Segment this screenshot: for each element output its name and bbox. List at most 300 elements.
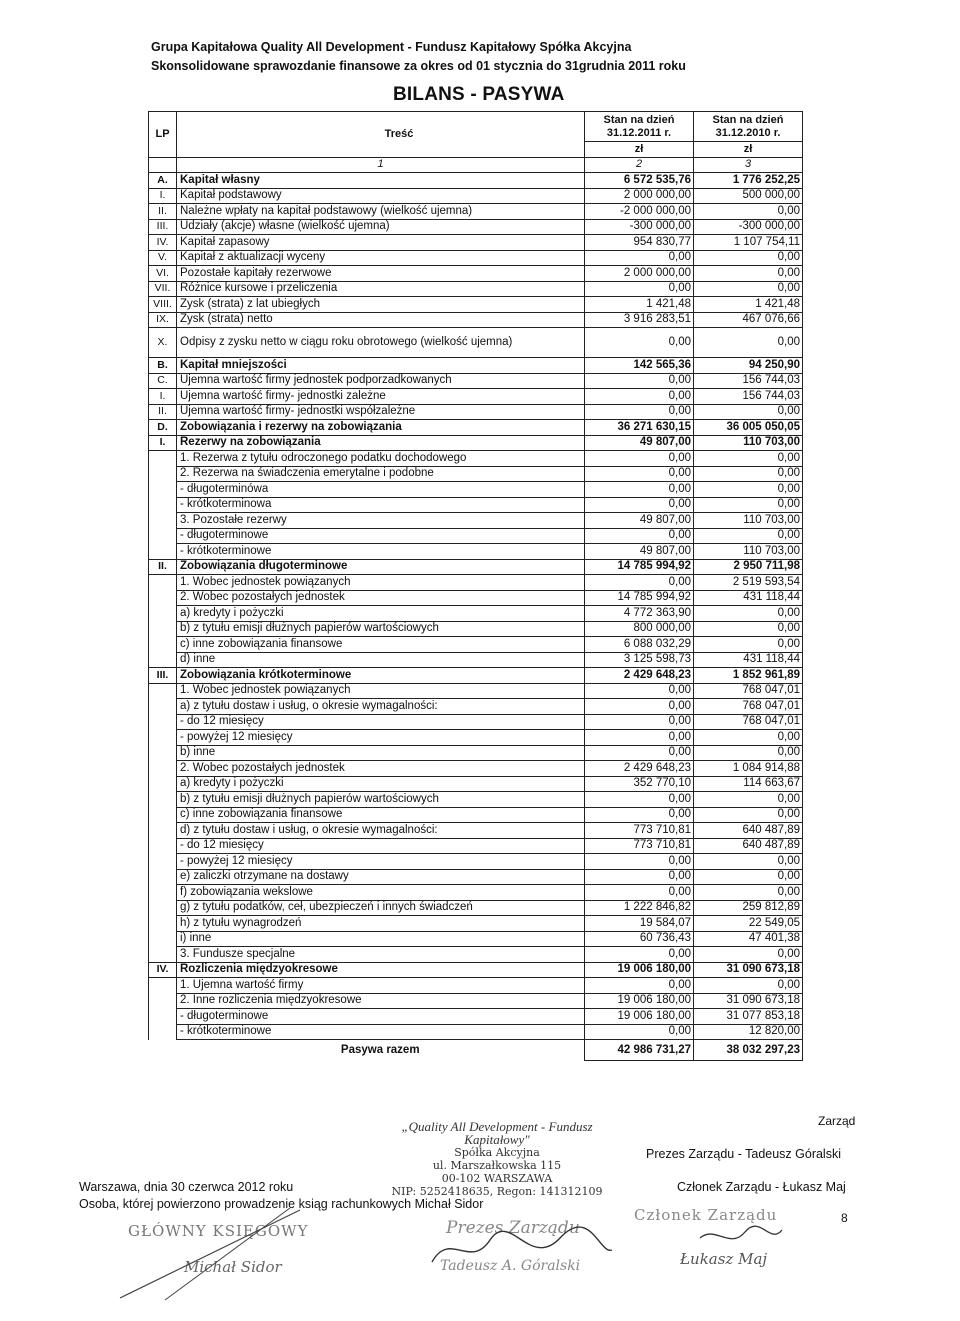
row-value-2010: 110 703,00 xyxy=(694,513,803,529)
row-value-2011: 6 572 535,76 xyxy=(585,173,694,189)
row-value-2011: 0,00 xyxy=(585,792,694,808)
page-number: 8 xyxy=(841,1211,848,1225)
row-value-2010: 0,00 xyxy=(694,328,803,358)
row-value-2011: 0,00 xyxy=(585,978,694,994)
row-label: Kapitał z aktualizacji wyceny xyxy=(177,250,585,266)
row-label: - powyżej 12 miesięcy xyxy=(177,730,585,746)
row-label: Różnice kursowe i przeliczenia xyxy=(177,281,585,297)
table-row xyxy=(149,916,803,932)
row-lp: X. xyxy=(149,328,177,358)
table-row xyxy=(149,730,803,746)
row-value-2011: 14 785 994,92 xyxy=(585,559,694,575)
row-value-2010: 0,00 xyxy=(694,250,803,266)
row-value-2011: 0,00 xyxy=(585,497,694,513)
table-row xyxy=(149,544,803,560)
table-row xyxy=(149,528,803,544)
row-label: b) z tytułu emisji dłużnych papierów wartościowych xyxy=(177,792,585,808)
row-value-2011: 800 000,00 xyxy=(585,621,694,637)
table-row xyxy=(149,404,803,420)
table-row xyxy=(149,451,803,467)
row-value-2011: -300 000,00 xyxy=(585,219,694,235)
row-value-2011: 14 785 994,92 xyxy=(585,590,694,606)
row-value-2010: 1 084 914,88 xyxy=(694,761,803,777)
president-name: Prezes Zarządu - Tadeusz Góralski xyxy=(646,1147,841,1161)
row-value-2011: 0,00 xyxy=(585,250,694,266)
table-row xyxy=(149,761,803,777)
row-label: Rezerwy na zobowiązania xyxy=(177,435,585,451)
row-lp xyxy=(149,730,177,746)
row-value-2010: 94 250,90 xyxy=(694,358,803,374)
unit-2011: zł xyxy=(585,142,694,158)
row-label: - do 12 miesięcy xyxy=(177,838,585,854)
table-row xyxy=(149,885,803,901)
row-value-2010: 0,00 xyxy=(694,404,803,420)
row-value-2011: 1 222 846,82 xyxy=(585,900,694,916)
table-row xyxy=(149,745,803,761)
stamp-form: Spółka Akcyjna xyxy=(454,1146,540,1159)
row-lp: IV. xyxy=(149,962,177,978)
row-lp xyxy=(149,714,177,730)
table-row xyxy=(149,993,803,1009)
row-lp xyxy=(149,683,177,699)
row-lp: B. xyxy=(149,358,177,374)
table-row xyxy=(149,435,803,451)
row-lp: III. xyxy=(149,668,177,684)
row-label: - długoterminowe xyxy=(177,528,585,544)
row-label: Udziały (akcje) własne (wielkość ujemna) xyxy=(177,219,585,235)
row-label: Pozostałe kapitały rezerwowe xyxy=(177,266,585,282)
table-row xyxy=(149,497,803,513)
table-row xyxy=(149,204,803,220)
row-value-2010: 768 047,01 xyxy=(694,699,803,715)
table-row xyxy=(149,235,803,251)
row-value-2010: 2 519 593,54 xyxy=(694,575,803,591)
table-row xyxy=(149,962,803,978)
row-value-2011: 0,00 xyxy=(585,885,694,901)
row-lp xyxy=(149,497,177,513)
row-lp xyxy=(149,544,177,560)
row-lp: I. xyxy=(149,389,177,405)
row-label: b) z tytułu emisji dłużnych papierów wartościowych xyxy=(177,621,585,637)
table-row xyxy=(149,652,803,668)
row-value-2010: 31 090 673,18 xyxy=(694,993,803,1009)
row-value-2011: 954 830,77 xyxy=(585,235,694,251)
table-row xyxy=(149,389,803,405)
row-value-2010: 1 107 754,11 xyxy=(694,235,803,251)
table-row xyxy=(149,792,803,808)
row-label: c) inne zobowiązania finansowe xyxy=(177,807,585,823)
row-value-2011: 0,00 xyxy=(585,869,694,885)
table-row xyxy=(149,606,803,622)
idx-lp xyxy=(149,157,177,173)
table-row xyxy=(149,621,803,637)
idx-1: 1 xyxy=(177,157,585,173)
row-value-2011: 1 421,48 xyxy=(585,297,694,313)
row-label: - powyżej 12 miesięcy xyxy=(177,854,585,870)
page-title: BILANS - PASYWA xyxy=(393,84,565,105)
row-lp: IX. xyxy=(149,312,177,328)
row-value-2011: 2 000 000,00 xyxy=(585,188,694,204)
row-value-2011: 0,00 xyxy=(585,683,694,699)
row-value-2011: 0,00 xyxy=(585,281,694,297)
accountant-line: Osoba, której powierzono prowadzenie ksiąg rachunkowych Michał Sidor xyxy=(79,1197,484,1211)
row-lp xyxy=(149,823,177,839)
row-value-2011: 0,00 xyxy=(585,745,694,761)
row-lp xyxy=(149,466,177,482)
row-label: f) zobowiązania wekslowe xyxy=(177,885,585,901)
unit-2010: zł xyxy=(694,142,803,158)
table-row xyxy=(149,281,803,297)
member-stamp: Członek Zarządu xyxy=(634,1206,778,1224)
table-row xyxy=(149,312,803,328)
row-label: Kapitał podstawowy xyxy=(177,188,585,204)
row-lp xyxy=(149,1024,177,1040)
table-row xyxy=(149,668,803,684)
total-2010: 38 032 297,23 xyxy=(694,1040,803,1061)
row-label: i) inne xyxy=(177,931,585,947)
table-row xyxy=(149,219,803,235)
row-value-2010: 0,00 xyxy=(694,854,803,870)
table-row xyxy=(149,420,803,436)
row-lp xyxy=(149,606,177,622)
row-value-2011: 142 565,36 xyxy=(585,358,694,374)
table-row xyxy=(149,297,803,313)
row-label: 2. Inne rozliczenia międzyokresowe xyxy=(177,993,585,1009)
row-value-2011: 3 125 598,73 xyxy=(585,652,694,668)
row-value-2011: 49 807,00 xyxy=(585,513,694,529)
row-value-2011: 0,00 xyxy=(585,699,694,715)
table-row xyxy=(149,266,803,282)
row-value-2011: 352 770,10 xyxy=(585,776,694,792)
row-label: c) inne zobowiązania finansowe xyxy=(177,637,585,653)
balance-table xyxy=(148,111,803,1061)
row-value-2010: 110 703,00 xyxy=(694,544,803,560)
row-value-2011: 36 271 630,15 xyxy=(585,420,694,436)
stamp-city: 00-102 WARSZAWA xyxy=(441,1172,553,1185)
row-value-2011: 0,00 xyxy=(585,482,694,498)
row-value-2010: 640 487,89 xyxy=(694,823,803,839)
place-date: Warszawa, dnia 30 czerwca 2012 roku xyxy=(79,1180,294,1194)
row-lp xyxy=(149,869,177,885)
row-label: Odpisy z zysku netto w ciągu roku obrotowego (wielkość ujemna) xyxy=(177,328,585,358)
row-lp xyxy=(149,931,177,947)
row-value-2011: 19 006 180,00 xyxy=(585,1009,694,1025)
row-value-2011: 0,00 xyxy=(585,389,694,405)
idx-2: 2 xyxy=(585,157,694,173)
row-label: Ujemna wartość firmy jednostek podporzadkowanych xyxy=(177,373,585,389)
table-row xyxy=(149,173,803,189)
row-value-2010: 47 401,38 xyxy=(694,931,803,947)
row-value-2010: 1 421,48 xyxy=(694,297,803,313)
row-label: - krótkoterminowe xyxy=(177,544,585,560)
row-value-2010: 0,00 xyxy=(694,204,803,220)
row-lp xyxy=(149,993,177,1009)
row-value-2011: 0,00 xyxy=(585,575,694,591)
row-value-2010: 0,00 xyxy=(694,978,803,994)
row-label: Zobowiązania długoterminowe xyxy=(177,559,585,575)
row-value-2010: 0,00 xyxy=(694,621,803,637)
table-row xyxy=(149,699,803,715)
row-lp xyxy=(149,621,177,637)
row-value-2010: 12 820,00 xyxy=(694,1024,803,1040)
row-value-2011: 19 584,07 xyxy=(585,916,694,932)
goralski-signature: Tadeusz A. Góralski xyxy=(440,1258,581,1274)
row-lp: C. xyxy=(149,373,177,389)
row-label: Ujemna wartość firmy- jednostki zależne xyxy=(177,389,585,405)
row-lp: III. xyxy=(149,219,177,235)
row-value-2011: 0,00 xyxy=(585,947,694,963)
row-lp xyxy=(149,947,177,963)
row-lp xyxy=(149,745,177,761)
row-label: - do 12 miesięcy xyxy=(177,714,585,730)
row-value-2010: 0,00 xyxy=(694,497,803,513)
row-value-2010: 0,00 xyxy=(694,885,803,901)
stamp-company-name: „Quality All Development - Fundusz Kapitałowy" xyxy=(401,1119,593,1147)
row-label: 1. Ujemna wartość firmy xyxy=(177,978,585,994)
row-value-2010: 156 744,03 xyxy=(694,389,803,405)
row-value-2011: 19 006 180,00 xyxy=(585,993,694,1009)
col-tresc-header: Treść xyxy=(177,112,585,158)
row-lp: A. xyxy=(149,173,177,189)
row-value-2011: 773 710,81 xyxy=(585,838,694,854)
row-value-2010: 2 950 711,98 xyxy=(694,559,803,575)
row-value-2010: 768 047,01 xyxy=(694,683,803,699)
col-2011-header: Stan na dzień 31.12.2011 r. xyxy=(585,112,694,142)
table-row xyxy=(149,188,803,204)
stamp-ids: NIP: 5252418635, Regon: 141312109 xyxy=(391,1185,603,1198)
row-lp: II. xyxy=(149,404,177,420)
table-row xyxy=(149,373,803,389)
row-value-2011: 0,00 xyxy=(585,404,694,420)
chief-accountant-stamp: GŁÓWNY KSIĘGOWY xyxy=(128,1222,309,1240)
row-value-2011: 0,00 xyxy=(585,451,694,467)
sidor-signature: Michał Sidor xyxy=(184,1258,282,1276)
table-row xyxy=(149,807,803,823)
row-value-2011: 0,00 xyxy=(585,1024,694,1040)
row-lp xyxy=(149,451,177,467)
row-lp: V. xyxy=(149,250,177,266)
row-label: Zysk (strata) netto xyxy=(177,312,585,328)
row-value-2010: 0,00 xyxy=(694,451,803,467)
row-label: b) inne xyxy=(177,745,585,761)
row-label: - krótkoterminowe xyxy=(177,1024,585,1040)
row-lp: I. xyxy=(149,435,177,451)
table-row xyxy=(149,838,803,854)
row-label: - długoterminówa xyxy=(177,482,585,498)
row-lp: VIII. xyxy=(149,297,177,313)
row-value-2010: 768 047,01 xyxy=(694,714,803,730)
row-value-2010: 431 118,44 xyxy=(694,652,803,668)
row-label: 2. Rezerwa na świadczenia emerytalne i podobne xyxy=(177,466,585,482)
col-2010-header: Stan na dzień 31.12.2010 r. xyxy=(694,112,803,142)
row-value-2010: 0,00 xyxy=(694,730,803,746)
row-lp xyxy=(149,916,177,932)
stamp-street: ul. Marszałkowska 115 xyxy=(432,1159,562,1172)
idx-3: 3 xyxy=(694,157,803,173)
table-row xyxy=(149,931,803,947)
row-label: Kapitał zapasowy xyxy=(177,235,585,251)
row-lp xyxy=(149,792,177,808)
row-value-2011: 0,00 xyxy=(585,730,694,746)
row-value-2010: 0,00 xyxy=(694,281,803,297)
row-label: Kapitał mniejszości xyxy=(177,358,585,374)
row-label: - długoterminowe xyxy=(177,1009,585,1025)
maj-signature: Łukasz Maj xyxy=(680,1250,768,1268)
row-label: a) kredyty i pożyczki xyxy=(177,776,585,792)
row-value-2011: 0,00 xyxy=(585,807,694,823)
row-label: Zobowiązania i rezerwy na zobowiązania xyxy=(177,420,585,436)
row-lp xyxy=(149,838,177,854)
row-value-2010: 500 000,00 xyxy=(694,188,803,204)
company-header: Grupa Kapitałowa Quality All Development - Fundusz Kapitałowy Spółka Akcyjna xyxy=(151,40,632,54)
table-row xyxy=(149,482,803,498)
row-label: Kapitał własny xyxy=(177,173,585,189)
row-value-2011: 0,00 xyxy=(585,854,694,870)
row-label: Należne wpłaty na kapitał podstawowy (wielkość ujemna) xyxy=(177,204,585,220)
row-value-2011: 60 736,43 xyxy=(585,931,694,947)
table-row xyxy=(149,947,803,963)
row-label: 3. Pozostałe rezerwy xyxy=(177,513,585,529)
total-label: Pasywa razem xyxy=(340,1043,420,1056)
row-value-2010: 110 703,00 xyxy=(694,435,803,451)
row-value-2011: 2 429 648,23 xyxy=(585,761,694,777)
report-subheader: Skonsolidowane sprawozdanie finansowe za okres od 01 stycznia do 31grudnia 2011 roku xyxy=(151,59,686,73)
row-value-2010: 259 812,89 xyxy=(694,900,803,916)
row-lp xyxy=(149,761,177,777)
table-row xyxy=(149,559,803,575)
row-value-2011: 49 807,00 xyxy=(585,435,694,451)
row-lp xyxy=(149,637,177,653)
row-lp xyxy=(149,807,177,823)
table-row xyxy=(149,328,803,358)
row-value-2010: 0,00 xyxy=(694,947,803,963)
row-value-2010: 0,00 xyxy=(694,266,803,282)
row-value-2010: 156 744,03 xyxy=(694,373,803,389)
row-value-2011: 0,00 xyxy=(585,528,694,544)
row-value-2010: 0,00 xyxy=(694,482,803,498)
row-lp xyxy=(149,699,177,715)
row-value-2011: 49 807,00 xyxy=(585,544,694,560)
row-label: g) z tytułu podatków, ceł, ubezpieczeń i innych świadczeń xyxy=(177,900,585,916)
table-row xyxy=(149,637,803,653)
row-value-2011: 0,00 xyxy=(585,328,694,358)
row-value-2010: 31 077 853,18 xyxy=(694,1009,803,1025)
company-stamp xyxy=(372,1120,622,1198)
table-row xyxy=(149,683,803,699)
row-lp: IV. xyxy=(149,235,177,251)
row-label: a) kredyty i pożyczki xyxy=(177,606,585,622)
row-label: 1. Rezerwa z tytułu odroczonego podatku dochodowego xyxy=(177,451,585,467)
row-lp: VI. xyxy=(149,266,177,282)
row-lp xyxy=(149,590,177,606)
row-lp: D. xyxy=(149,420,177,436)
row-value-2010: 1 852 961,89 xyxy=(694,668,803,684)
row-label: Zysk (strata) z lat ubiegłych xyxy=(177,297,585,313)
zarzad-label: Zarząd xyxy=(818,1114,856,1128)
table-row xyxy=(149,776,803,792)
row-value-2011: -2 000 000,00 xyxy=(585,204,694,220)
table-row xyxy=(149,854,803,870)
table-row xyxy=(149,869,803,885)
row-value-2010: -300 000,00 xyxy=(694,219,803,235)
row-value-2011: 0,00 xyxy=(585,373,694,389)
row-lp: VII. xyxy=(149,281,177,297)
row-label: 2. Wobec pozostałych jednostek xyxy=(177,761,585,777)
row-value-2010: 22 549,05 xyxy=(694,916,803,932)
row-label: - krótkoterminowa xyxy=(177,497,585,513)
table-row xyxy=(149,358,803,374)
table-row xyxy=(149,513,803,529)
row-value-2010: 0,00 xyxy=(694,528,803,544)
row-lp xyxy=(149,776,177,792)
row-value-2011: 0,00 xyxy=(585,466,694,482)
row-label: 1. Wobec jednostek powiązanych xyxy=(177,575,585,591)
row-lp xyxy=(149,528,177,544)
row-value-2010: 0,00 xyxy=(694,466,803,482)
row-value-2011: 2 429 648,23 xyxy=(585,668,694,684)
row-value-2010: 431 118,44 xyxy=(694,590,803,606)
table-row xyxy=(149,1009,803,1025)
table-row xyxy=(149,900,803,916)
row-lp: II. xyxy=(149,559,177,575)
row-label: d) inne xyxy=(177,652,585,668)
row-label: 2. Wobec pozostałych jednostek xyxy=(177,590,585,606)
row-lp xyxy=(149,575,177,591)
row-lp xyxy=(149,513,177,529)
col-lp-header: LP xyxy=(149,112,177,158)
row-lp xyxy=(149,1009,177,1025)
row-label: Ujemna wartość firmy- jednostki współzależne xyxy=(177,404,585,420)
row-label: Rozliczenia międzyokresowe xyxy=(177,962,585,978)
table-row xyxy=(149,714,803,730)
row-value-2011: 4 772 363,90 xyxy=(585,606,694,622)
row-value-2011: 0,00 xyxy=(585,714,694,730)
row-value-2011: 2 000 000,00 xyxy=(585,266,694,282)
row-lp xyxy=(149,854,177,870)
row-value-2010: 0,00 xyxy=(694,869,803,885)
row-value-2011: 773 710,81 xyxy=(585,823,694,839)
total-2011: 42 986 731,27 xyxy=(585,1040,694,1061)
row-value-2010: 0,00 xyxy=(694,637,803,653)
board-member-name: Członek Zarządu - Łukasz Maj xyxy=(677,1180,846,1194)
president-stamp: Prezes Zarządu xyxy=(446,1218,580,1238)
table-row xyxy=(149,590,803,606)
row-lp xyxy=(149,978,177,994)
table-row xyxy=(149,978,803,994)
table-row xyxy=(149,466,803,482)
row-label: 1. Wobec jednostek powiązanych xyxy=(177,683,585,699)
row-value-2011: 6 088 032,29 xyxy=(585,637,694,653)
row-lp: I. xyxy=(149,188,177,204)
row-value-2010: 36 005 050,05 xyxy=(694,420,803,436)
row-label: d) z tytułu dostaw i usług, o okresie wymagalności: xyxy=(177,823,585,839)
row-lp xyxy=(149,652,177,668)
row-value-2010: 467 076,66 xyxy=(694,312,803,328)
row-value-2011: 3 916 283,51 xyxy=(585,312,694,328)
row-lp xyxy=(149,900,177,916)
row-label: Zobowiązania krótkoterminowe xyxy=(177,668,585,684)
table-row xyxy=(149,1024,803,1040)
row-value-2010: 31 090 673,18 xyxy=(694,962,803,978)
row-value-2010: 640 487,89 xyxy=(694,838,803,854)
row-value-2010: 0,00 xyxy=(694,606,803,622)
row-label: h) z tytułu wynagrodzeń xyxy=(177,916,585,932)
table-row xyxy=(149,823,803,839)
row-value-2010: 114 663,67 xyxy=(694,776,803,792)
row-lp xyxy=(149,482,177,498)
row-value-2011: 19 006 180,00 xyxy=(585,962,694,978)
row-label: e) zaliczki otrzymane na dostawy xyxy=(177,869,585,885)
